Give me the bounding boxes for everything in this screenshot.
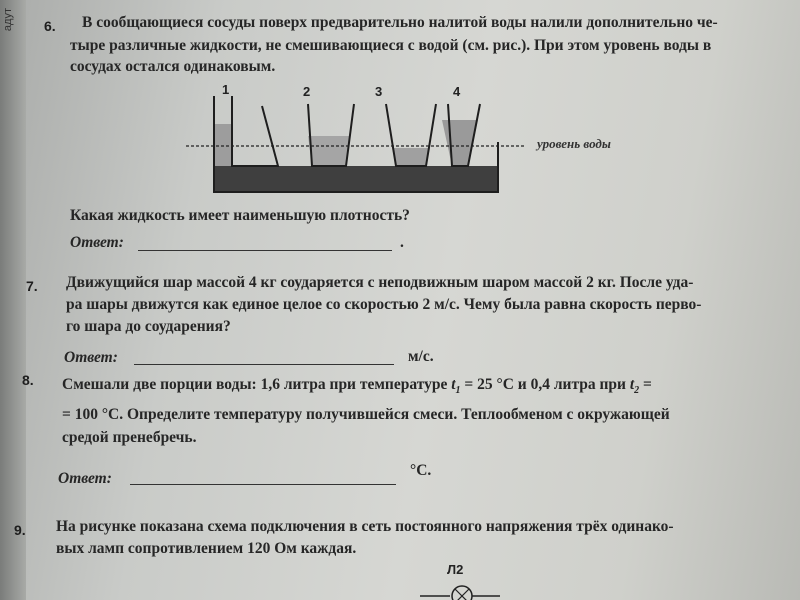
lamp-circuit-fragment [420, 580, 500, 600]
page-left-edge [0, 0, 26, 600]
liquid-1 [214, 124, 232, 166]
margin-text: адут [2, 8, 14, 32]
q9-line-1: На рисунке показана схема подключения в сеть постоянного напряжения трёх одинако- [56, 518, 674, 535]
q6-question: Какая жидкость имеет наименьшую плотность? [70, 207, 410, 224]
vessel-label-4: 4 [453, 84, 461, 99]
q8-t2: $t_2$ [629, 376, 640, 397]
vessel-label-2: 2 [303, 84, 311, 99]
water-level-label: уровень воды [537, 136, 611, 151]
q9-number: 9. [14, 522, 26, 538]
q9-line-2: вых ламп сопротивлением 120 Ом каждая. [56, 540, 357, 557]
q8-line-1-part-b: = 25 °С и 0,4 литра при [460, 376, 630, 393]
lamp-l2-label: Л2 [447, 562, 464, 577]
q7-line-2: ра шары движутся как единое целое со скоростью 2 м/с. Чему была равна скорость перво- [66, 296, 702, 313]
q6-answer-line[interactable] [138, 250, 392, 251]
q6-answer-label: Ответ: [70, 234, 124, 251]
q8-line-2: = 100 °С. Определите температуру получившейся смеси. Теплообменом с окружающей [62, 406, 670, 423]
q8-t1: $t_1$ [451, 376, 461, 397]
q8-line-1 [62, 374, 652, 401]
vessel-label-1: 1 [222, 82, 230, 97]
q6-line-2: тыре различные жидкости, не смешивающиеся с водой (см. рис.). При этом уровень воды в [70, 37, 712, 54]
q8-number: 8. [22, 372, 34, 388]
q7-unit: м/с. [408, 348, 434, 365]
q6-line-1: В сообщающиеся сосуды поверх предварительно налитой воды налили дополнительно че- [82, 14, 718, 31]
q8-line-1-part-c: = [639, 376, 652, 393]
lamp-icon [452, 586, 472, 600]
q8-unit: °С. [410, 462, 432, 479]
q7-answer-label: Ответ: [64, 349, 118, 366]
communicating-vessels-figure [180, 96, 540, 202]
liquid-2 [308, 136, 350, 166]
q7-answer-line[interactable] [134, 364, 394, 365]
liquid-3 [392, 148, 430, 166]
q8-answer-label: Ответ: [58, 470, 112, 487]
q6-answer-suffix: . [400, 234, 404, 251]
q7-line-1: Движущийся шар массой 4 кг соударяется с неподвижным шаром массой 2 кг. После уда- [66, 274, 694, 291]
q8-line-1-part-a: Смешали две порции воды: 1,6 литра при температуре [62, 376, 452, 393]
vessel-label-3: 3 [375, 84, 383, 99]
q7-line-3: го шара до соударения? [66, 318, 231, 335]
q8-line-3: средой пренебречь. [62, 429, 197, 446]
q6-line-3: сосудах остался одинаковым. [70, 58, 276, 75]
q6-number: 6. [44, 18, 56, 34]
q7-number: 7. [26, 278, 38, 294]
q8-answer-line[interactable] [130, 484, 396, 485]
